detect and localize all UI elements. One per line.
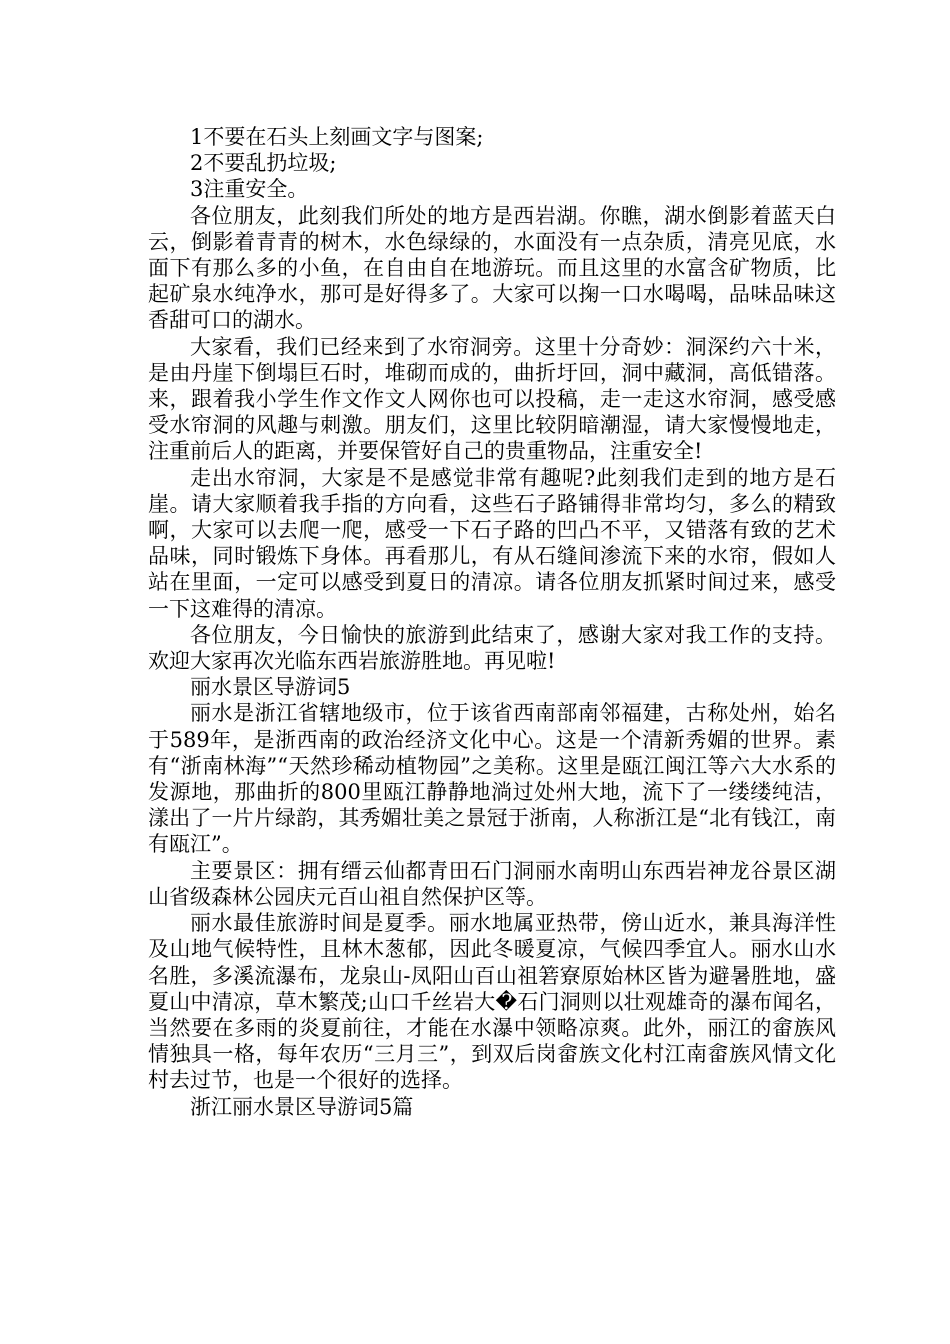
paragraph-lishui-intro: 丽水是浙江省辖地级市，位于该省西南部南邻福建，古称处州，始名于589年，是浙西南的政治经济文化中心。这是一个清新秀媚的世界。素有“浙南林海”“天然珍稀动植物园”之美称。这里是瓯江闽江等六大水系的发源地，那曲折的800里瓯江静静地淌过处州大地，流下了一缕缕纯洁，漾出了一片片绿韵，其秀媚壮美之景冠于浙南，人称浙江是“北有钱江，南有瓯江”。 xyxy=(148,701,836,857)
paragraph-water-curtain-cave: 大家看，我们已经来到了水帘洞旁。这里十分奇妙：洞深约六十米，是由丹崖下倒塌巨石时，堆砌而成的，曲折圩回，洞中藏洞，高低错落。来，跟着我小学生作文作文人网你也可以投稿，走一走这水帘洞，感受感受水帘洞的风趣与刺激。朋友们，这里比较阴暗潮湿，请大家慢慢地走，注重前后人的距离，并要保管好自己的贵重物品，注重安全! xyxy=(148,334,836,464)
paragraph-best-travel-time: 丽水最佳旅游时间是夏季。丽水地属亚热带，傍山近水，兼具海洋性及山地气候特性，且林木葱郁，因此冬暖夏凉，气候四季宜人。丽水山水名胜，多溪流瀑布，龙泉山-凤阳山百山祖箬寮原始林区皆为避暑胜地，盛夏山中清凉，草木繁茂;山口千丝岩大�石门洞则以壮观雄奇的瀑布闻名，当然要在多雨的炎夏前往，才能在水瀑中领略凉爽。此外，丽江的畲族风情独具一格，每年农历“三月三”，到双后岗畲族文化村江南畲族风情文化村去过节，也是一个很好的选择。 xyxy=(148,911,836,1093)
document-footer-title: 浙江丽水景区导游词5篇 xyxy=(190,1094,414,1119)
rule-item-2: 2不要乱扔垃圾; xyxy=(190,151,337,176)
rule-item-1: 1不要在石头上刻画文字与图案; xyxy=(190,125,484,149)
document-body xyxy=(148,124,836,1120)
paragraph-stone-cliff: 走出水帘洞，大家是不是感觉非常有趣呢?此刻我们走到的地方是石崖。请大家顺着我手指的方向看，这些石子路铺得非常均匀，多么的精致啊，大家可以去爬一爬，感受一下石子路的凹凸不平，又错落有致的艺术品味，同时锻炼下身体。再看那儿，有从石缝间渗流下来的水帘，假如人站在里面，一定可以感受到夏日的清凉。请各位朋友抓紧时间过来，感受一下这难得的清凉。 xyxy=(148,465,836,621)
section-heading: 丽水景区导游词5 xyxy=(190,675,351,700)
rule-item-3: 3注重安全。 xyxy=(190,177,309,202)
paragraph-xiyan-lake: 各位朋友，此刻我们所处的地方是西岩湖。你瞧，湖水倒影着蓝天白云，倒影着青青的树木，水色绿绿的，水面没有一点杂质，清亮见底，水面下有那么多的小鱼，在自由自在地游玩。而且这里的水富含矿物质，比起矿泉水纯净水，那可是好得多了。大家可以掬一口水喝喝，品味品味这香甜可口的湖水。 xyxy=(148,203,836,333)
paragraph-main-scenic-areas: 主要景区：拥有缙云仙都青田石门洞丽水南明山东西岩神龙谷景区湖山省级森林公园庆元百山祖自然保护区等。 xyxy=(148,858,836,909)
paragraph-farewell: 各位朋友，今日愉快的旅游到此结束了，感谢大家对我工作的支持。欢迎大家再次光临东西岩旅游胜地。再见啦! xyxy=(148,622,836,674)
